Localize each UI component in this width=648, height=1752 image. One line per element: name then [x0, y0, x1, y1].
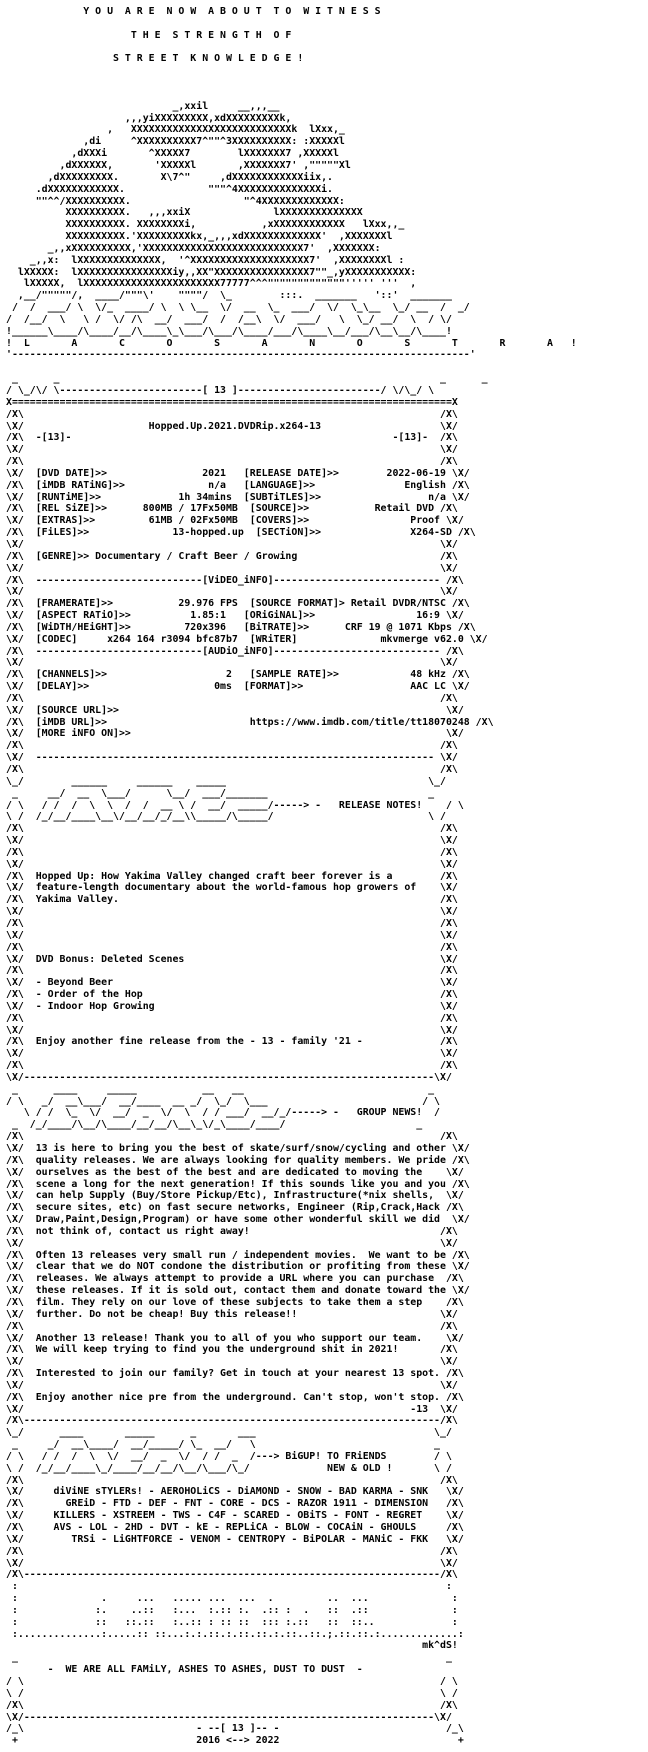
nfo-line: lXXXXX, lXXXXXXXXXXXXXXXXXXXXXXX77777^^^"""""""""""""''''' ''' , — [6, 278, 417, 290]
nfo-line: \X/ diViNE sTYLERs! - AEROHOLiCS - DiAMOND - SNOW - BAD KARMA - SNK \X/ — [6, 1486, 464, 1498]
nfo-line: /X\ /X\ — [6, 823, 458, 835]
nfo-line: XXXXXXXXXX. XXXXXXXXi, ,xXXXXXXXXXXXX lXxx,,_ — [6, 219, 405, 231]
nfo-line: X==========================================================================X — [6, 396, 458, 408]
nfo-line: / / ___/ \ \/_ ____/ \ \ \__ \/ __ \_ ___/ \/ \_\__ \_/ __ / _/ — [6, 302, 470, 314]
nfo-line: \X/ \X/ — [6, 1024, 458, 1036]
nfo-line: /X\ [WiDTH/HEiGHT]>> 720x396 [BiTRATE]>> CRF 19 @ 1071 Kbps /X\ — [6, 621, 476, 633]
nfo-line: /X\ /X\ — [6, 1131, 458, 1143]
nfo-line: /X\ Interested to join our family? Get in touch at your nearest 13 spot. /X\ — [6, 1368, 464, 1380]
nfo-line: /X\ [GENRE]>> Documentary / Craft Beer / Growing /X\ — [6, 550, 458, 562]
nfo-line: /X\ /X\ — [6, 1320, 458, 1332]
nfo-line: \X/ \X/ — [6, 835, 458, 847]
nfo-line: /X\ /X\ — [6, 1545, 458, 1557]
nfo-line: \X/ feature-length documentary about the world-famous hop growers of \X/ — [6, 882, 458, 894]
nfo-line: \X/ ourselves as the best of the best and are dedicated to moving the \X/ — [6, 1166, 464, 1178]
nfo-line: \X/ \X/ — [6, 858, 458, 870]
nfo-line: \X/ further. Do not be cheap! Buy this release!! \X/ — [6, 1308, 458, 1320]
nfo-line: \X/ [EXTRAS]>> 61MB / 02Fx50MB [COVERS]>> Proof \X/ — [6, 515, 464, 527]
nfo-line: .dXXXXXXXXXXXX. """^4XXXXXXXXXXXXXXi. — [6, 183, 333, 195]
nfo-line: \X/ KILLERS - XSTREEM - TWS - C4F - SCARED - OBiTS - FONT - REGRET \X/ — [6, 1510, 464, 1522]
nfo-line: \X/ \X/ — [6, 538, 458, 550]
nfo-line: XXXXXXXXXX. ,,,xxiX lXXXXXXXXXXXXXX — [6, 207, 363, 219]
nfo-line: /X\ /X\ — [6, 941, 458, 953]
nfo-line: _ _ _ _ — [6, 373, 488, 385]
nfo-line: ,dXXXXXXXXX. X\7^" ,dXXXXXXXXXXXXiix,. — [6, 171, 333, 183]
nfo-line: /X\ [CHANNELS]>> 2 [SAMPLE RATE]>> 48 kHz /X\ — [6, 669, 470, 681]
nfo-line: \X/---------------------------------------------------------------------\X/ — [6, 1711, 452, 1723]
nfo-line: \X/ - Beyond Beer \X/ — [6, 977, 458, 989]
nfo-line: /X\ Enjoy another nice pre from the underground. Can't stop, won't stop. /X\ — [6, 1391, 464, 1403]
nfo-line: \X/ [ASPECT RATiO]>> 1.85:1 [ORiGiNAL]>> 16:9 \X/ — [6, 610, 464, 622]
nfo-line: /X\ /X\ — [6, 1699, 458, 1711]
nfo-line: \X/ TRSi - LiGHTFORCE - VENOM - CENTROPY - BiPOLAR - MANiC - FKK \X/ — [6, 1533, 464, 1545]
nfo-line: : . ... ..... ... ... . .. ... : — [6, 1593, 458, 1605]
nfo-line: /X\ /X\ — [6, 1012, 458, 1024]
nfo-line: \X/ \X/ — [6, 657, 458, 669]
nfo-line: /X\ [FiLES]>> 13-hopped.up [SECTiON]>> X264-SD /X\ — [6, 527, 476, 539]
nfo-line: : : — [6, 1581, 452, 1593]
nfo-line: / \ / \ — [6, 1675, 458, 1687]
nfo-line: / \ / / / \ \ / / __ \ / __/ _____/-----> - RELEASE NOTES! / \ — [6, 799, 464, 811]
nfo-line: /X\ /X\ — [6, 740, 458, 752]
nfo-line: \X/ \X/ — [6, 586, 458, 598]
nfo-line: :..............:.....:: ::...:.:.::.:.::.::.:.::..::.;.::.::.:.............: — [6, 1628, 464, 1640]
nfo-line: /X\ secure sites, etc) on fast secure networks, Engineer (Rip,Crack,Hack /X\ — [6, 1202, 464, 1214]
nfo-line: /X\ /X\ — [6, 456, 458, 468]
nfo-line: ,dXXXXXX, 'XXXXXl ,XXXXXXX7' ,"""""Xl — [6, 159, 351, 171]
nfo-line: \X/ \X/ — [6, 906, 458, 918]
nfo-line: \X/ [DELAY]>> 0ms [FORMAT]>> AAC LC \X/ — [6, 681, 470, 693]
nfo-line: ,__/"""""/, ____/"""\' """"/ \_ :::. _______ '::' _______ — [6, 290, 452, 302]
nfo-line: /X\ film. They rely on our love of these subjects to take them a step /X\ — [6, 1296, 464, 1308]
nfo-line: /X\ We will keep trying to find you the underground shit in 2021! /X\ — [6, 1344, 458, 1356]
nfo-line: \X/ 13 is here to bring you the best of skate/surf/snow/cycling and other \X/ — [6, 1143, 470, 1154]
nfo-line: ,di ^XXXXXXXXXX7^""^3XXXXXXXXXX: :XXXXXl — [6, 136, 345, 148]
nfo-line: /X\ quality releases. We are always looking for quality members. We pride /X\ — [6, 1154, 470, 1166]
nfo-line: XXXXXXXXXX.'XXXXXXXXXkx,_,,,xdXXXXXXXXXXXXX' ,XXXXXXXl — [6, 231, 393, 243]
nfo-line: /_\ - --[ 13 ]-- - /_\ — [6, 1723, 464, 1735]
nfo-line: \X/ - Indoor Hop Growing \X/ — [6, 1000, 458, 1012]
nfo-line: \X/ ------------------------------------------------------------------- \X/ — [6, 752, 458, 764]
nfo-line: /X\ Often 13 releases very small run / independent movies. We want to be /X\ — [6, 1249, 470, 1261]
nfo-line: /X\ /X\ — [6, 408, 458, 420]
nfo-line: /X\ [iMDB RATiNG]>> n/a [LANGUAGE]>> English /X\ — [6, 479, 470, 491]
nfo-line: ,dXXXi ^XXXXX7 lXXXXXXX7 ,XXXXXl — [6, 148, 339, 160]
nfo-line: - WE ARE ALL FAMiLY, ASHES TO ASHES, DUST TO DUST - — [6, 1664, 363, 1676]
nfo-line: _,xxil __,,,__ — [6, 100, 280, 112]
nfo-line: _ ____ _____ __ __ _ — [6, 1083, 435, 1095]
nfo-line: \X/ \X/ — [6, 929, 458, 941]
nfo-line: \X/ Draw,Paint,Design,Program) or have some other wonderful skill we did \X/ — [6, 1214, 470, 1226]
nfo-line: /X\----------------------------------------------------------------------/X\ — [6, 1569, 458, 1581]
nfo-line: /X\ AVS - LOL - 2HD - DVT - kE - REPLiCA - BLOW - COCAiN - GHOULS /X\ — [6, 1522, 464, 1533]
nfo-line: T H E S T R E N G T H O F — [6, 29, 292, 41]
nfo-line: \_/ ____ _____ _ ___ \_/ — [6, 1427, 452, 1439]
nfo-line: / \ _/ __\___/ __/____ __ _/ \_/ \___ / \ — [6, 1095, 441, 1107]
nfo-line: \ / /_/__/____\_/____/__/__/\__/\___/\_/ NEW & OLD ! \ / — [6, 1462, 452, 1474]
nfo-line: /X\ Yakima Valley. /X\ — [6, 894, 458, 906]
nfo-line: _,,xXXXXXXXXXX,'XXXXXXXXXXXXXXXXXXXXXXXXXXX7' ,XXXXXXX: — [6, 242, 381, 254]
nfo-line: \X/ \X/ — [6, 1379, 458, 1391]
nfo-line: /X\ /X\ — [6, 692, 458, 704]
nfo-line: /X\ /X\ — [6, 917, 458, 929]
nfo-line: \X/ these releases. If it is sold out, contact them and donate toward the \X/ — [6, 1285, 470, 1297]
nfo-line: \X/ \X/ — [6, 444, 458, 456]
nfo-line: _ __/ __ \___/ \__/ ___/_______ _ — [6, 787, 435, 799]
nfo-line: : :. ..:: :... :.:: :. .:: : . :: .:: : — [6, 1604, 458, 1616]
nfo-line: /X\ -[13]- -[13]- /X\ — [6, 432, 458, 444]
nfo-line: \X/ clear that we do NOT condone the distribution or profiting from these \X/ — [6, 1261, 470, 1273]
nfo-line: \X/ [SOURCE URL]>> \X/ — [6, 704, 464, 716]
nfo-line: /X\ not think of, contact us right away! /X\ — [6, 1225, 458, 1237]
nfo-line: \X/ -13 \X/ — [6, 1403, 458, 1415]
nfo-line: / \ / / / \ \/ __/ _ \/ / / _ /---> BiGUP! TO FRiENDS / \ — [6, 1450, 452, 1462]
nfo-line: !______\____/\____/__/\____\_\___/\___/\____/___/\____\__/___/\__\__/\____! — [6, 325, 452, 337]
nfo-line: /X\ [iMDB URL]>> https://www.imdb.com/title/tt18070248 /X\ — [6, 716, 494, 728]
nfo-line: \X/ [RUNTiME]>> 1h 34mins [SUBTiTLES]>> n/a \X/ — [6, 491, 470, 503]
nfo-line: \X/ \X/ — [6, 562, 458, 574]
nfo-line: \X/ [CODEC] x264 164 r3094 bfc87b7 [WRiTER] mkvmerge v62.0 \X/ — [6, 633, 488, 645]
nfo-line: \X/ \X/ — [6, 1356, 458, 1368]
nfo-line: \ / \ / — [6, 1687, 458, 1699]
nfo-line: ! L A C O S A N O S T R A ! — [6, 337, 577, 349]
nfo-line: , XXXXXXXXXXXXXXXXXXXXXXXXXXXk lXxx,_ — [6, 124, 345, 136]
nfo-line: Y O U A R E N O W A B O U T T O W I T N E S S — [6, 6, 381, 17]
nfo-line: \X/ \X/ — [6, 1557, 458, 1569]
nfo-line: \X/ [DVD DATE]>> 2021 [RELEASE DATE]>> 2022-06-19 \X/ — [6, 467, 470, 479]
nfo-line: \X/---------------------------------------------------------------------\X/ — [6, 1071, 452, 1083]
nfo-line: /X\ Enjoy another fine release from the - 13 - family '21 - /X\ — [6, 1036, 458, 1048]
nfo-line: _ /_/____/\__/\____/__/__/\__\_\/_\____/____/ _ — [6, 1119, 423, 1131]
nfo-line: \X/ \X/ — [6, 1048, 458, 1060]
nfo-line: /X\ /X\ — [6, 764, 458, 775]
nfo-line: /X\ [FRAMERATE]>> 29.976 FPS [SOURCE FORMAT]> Retail DVDR/NTSC /X\ — [6, 598, 470, 610]
nfo-line: / \_/\/ \------------------------[ 13 ]------------------------/ \/\_/ \ — [6, 385, 435, 396]
nfo-line: '-----------------------------------------------------------------------------' — [6, 349, 476, 361]
nfo-line: /X\ /X\ — [6, 1474, 458, 1486]
nfo-line: ,,,yiXXXXXXXXX,xdXXXXXXXXXk, — [6, 112, 292, 124]
nfo-line: /X\ [REL SiZE]>> 800MB / 17Fx50MB [SOURCE]>> Retail DVD /X\ — [6, 503, 458, 515]
nfo-line: + 2016 <--> 2022 + — [6, 1735, 464, 1747]
nfo-line: \ / /_/__/____\__\/__/__/_/__\\_____/\_____/ \ / — [6, 811, 446, 823]
nfo-line: / /__/ \ \ / \/ /\ __/ ___/ / /__\ \/ ___/ \ \_/ __/ \ / \/ — [6, 313, 452, 325]
nfo-line: \X/ Another 13 release! Thank you to all of you who support our team. \X/ — [6, 1332, 464, 1344]
nfo-line: /X\ /X\ — [6, 965, 458, 977]
nfo-line: /X\ scene a long for the next generation! If this sounds like you and you /X\ — [6, 1178, 470, 1190]
nfo-line: \ / / \_ \/ __/ _ \/ \ / / ___/ __/_/-----> - GROUP NEWS! / — [6, 1107, 441, 1119]
nfo-line: /X\----------------------------------------------------------------------/X\ — [6, 1415, 458, 1427]
nfo-line: \X/ DVD Bonus: Deleted Scenes \X/ — [6, 953, 458, 965]
nfo-line: /X\ GREiD - FTD - DEF - FNT - CORE - DCS - RAZOR 1911 - DIMENSION /X\ — [6, 1498, 464, 1510]
nfo-line: /X\ - Order of the Hop /X\ — [6, 989, 458, 1001]
nfo-line: _ _ — [6, 1652, 452, 1664]
nfo-line: mk^dS! — [6, 1640, 458, 1652]
nfo-document — [6, 6, 577, 1747]
nfo-line: _ _/ __\____/ __/_____/ \_ __/ \ _ — [6, 1439, 441, 1451]
nfo-line: /X\ Hopped Up: How Yakima Valley changed craft beer forever is a /X\ — [6, 870, 458, 882]
nfo-line: /X\ releases. We always attempt to provide a URL where you can purchase /X\ — [6, 1273, 464, 1285]
nfo-line: _,,x: lXXXXXXXXXXXXXX, '^XXXXXXXXXXXXXXXXXXXX7' ,XXXXXXXXl : — [6, 254, 405, 266]
nfo-line: /X\ ----------------------------[ViDEO_iNFO]---------------------------- /X\ — [6, 574, 464, 586]
nfo-line: \X/ Hopped.Up.2021.DVDRip.x264-13 \X/ — [6, 420, 458, 432]
nfo-line: \X/ \X/ — [6, 1237, 458, 1249]
nfo-line: \_/ ______ ______ _____ \_/ — [6, 775, 446, 787]
nfo-line: : :: ::.:: :..:: : :: :: ::: :.:: :: ::.. : — [6, 1616, 458, 1628]
nfo-line: /X\ /X\ — [6, 1060, 458, 1072]
nfo-line: ""^^/XXXXXXXXXX. "^4XXXXXXXXXXXXX: — [6, 195, 345, 207]
nfo-line: \X/ [MORE iNFO ON]>> \X/ — [6, 728, 464, 740]
nfo-line: lXXXXX: lXXXXXXXXXXXXXXXXiy,,XX"XXXXXXXXXXXXXXXX7""_,yXXXXXXXXXXX: — [6, 266, 417, 278]
nfo-line: S T R E E T K N O W L E D G E ! — [6, 53, 304, 65]
nfo-line: \X/ can help Supply (Buy/Store Pickup/Etc), Infrastructure(*nix shells, \X/ — [6, 1190, 464, 1202]
nfo-line: /X\ ----------------------------[AUDiO_iNFO]---------------------------- /X\ — [6, 645, 464, 657]
nfo-line: /X\ /X\ — [6, 846, 458, 858]
